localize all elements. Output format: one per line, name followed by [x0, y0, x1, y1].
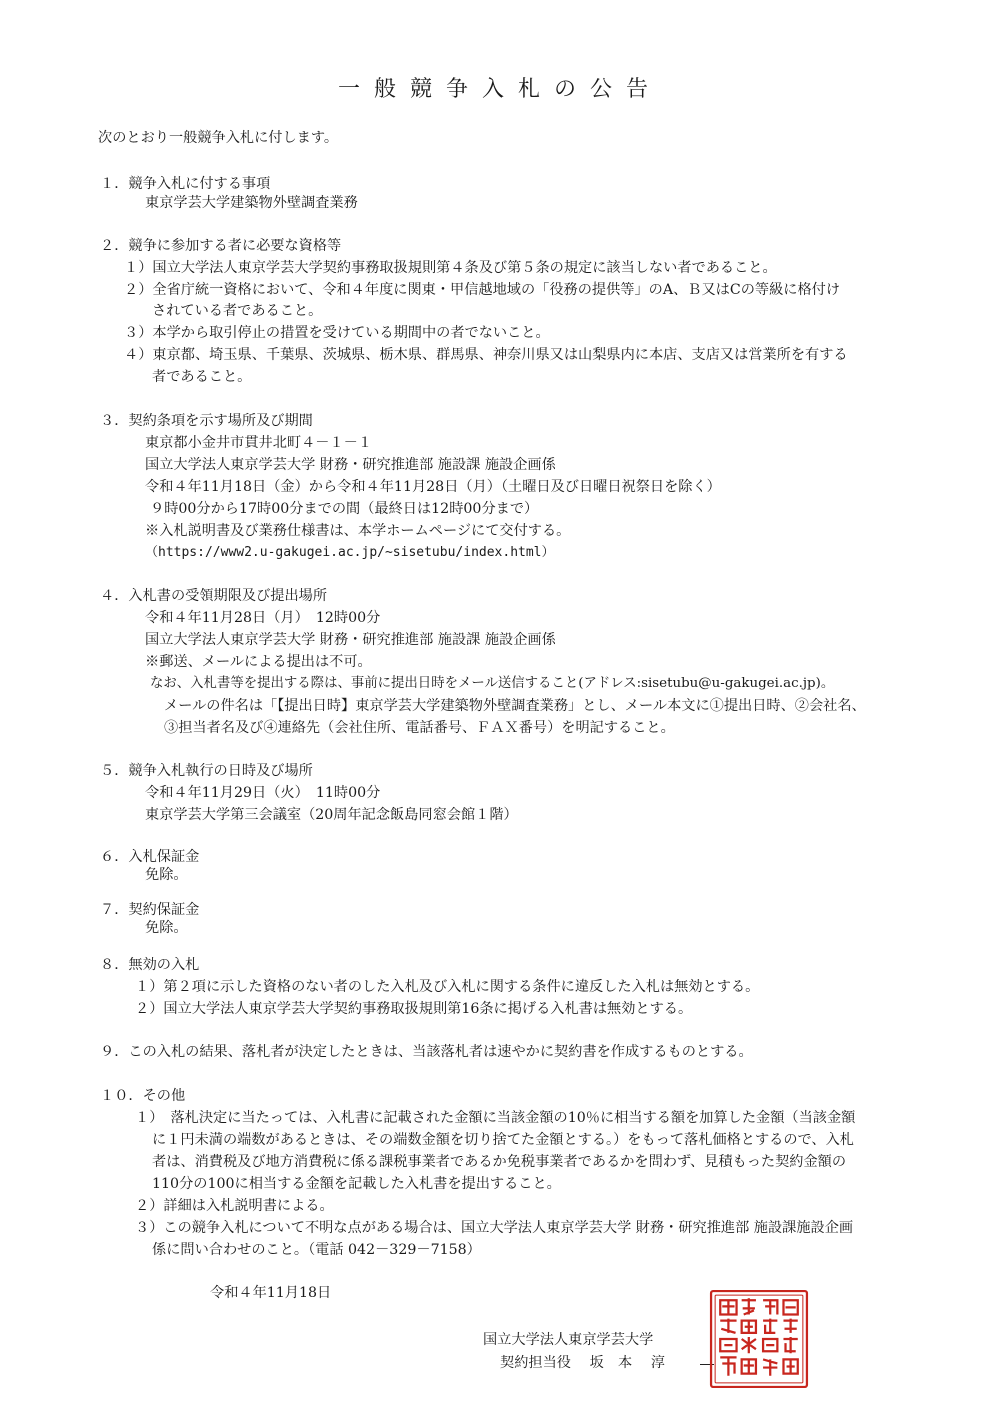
section-10-heading: １０．その他 [100, 1088, 186, 1104]
section-6-heading: ６．入札保証金 [100, 849, 200, 865]
section-10-item-3-cont: 係に問い合わせのこと。（電話 042－329－7158） [152, 1242, 481, 1258]
section-3-note: ※入札説明書及び業務仕様書は、本学ホームページにて交付する。 [145, 523, 571, 539]
section-3-hours: ９時00分から17時00分までの間（最終日は12時00分まで） [150, 501, 539, 517]
section-4-note-4: ③担当者名及び④連絡先（会社住所、電話番号、ＦＡＸ番号）を明記すること。 [164, 720, 675, 736]
section-10-item-2: ２）詳細は入札説明書による。 [135, 1198, 334, 1214]
section-7-body: 免除。 [145, 920, 188, 936]
section-3-url: （https://www2.u-gakugei.ac.jp/~sisetubu/index.html） [145, 545, 555, 560]
section-2-item-4: ４）東京都、埼玉県、千葉県、茨城県、栃木県、群馬県、神奈川県又は山梨県内に本店、支店又は営業所を有する [124, 347, 848, 363]
signer-name: 契約担当役 坂 本 淳 [500, 1355, 666, 1371]
section-4-heading: ４．入札書の受領期限及び提出場所 [100, 588, 328, 604]
section-6-body: 免除。 [145, 867, 188, 883]
section-2-item-2-cont: されている者であること。 [152, 303, 323, 319]
section-10-item-1: １） 落札決定に当たっては、入札書に記載された金額に当該金額の10％に相当する額を加算した金額（当該金額 [135, 1110, 856, 1126]
section-10-item-1-cont-2: 者は、消費税及び地方消費税に係る課税事業者であるか免税事業者であるかを問わず、見積もった契約金額の [152, 1154, 847, 1170]
section-8-heading: ８．無効の入札 [100, 957, 200, 973]
section-2-item-4-cont: 者であること。 [152, 369, 252, 385]
section-2-heading: ２．競争に参加する者に必要な資格等 [100, 238, 342, 254]
section-4-office: 国立大学法人東京学芸大学 財務・研究推進部 施設課 施設企画係 [145, 632, 556, 648]
section-1-heading: １．競争入札に付する事項 [100, 176, 271, 192]
section-4-note-1: ※郵送、メールによる提出は不可。 [145, 654, 372, 670]
section-3-period: 令和４年11月18日（金）から令和４年11月28日（月）（土曜日及び日曜日祝祭日を除く） [145, 479, 721, 495]
notice-date: 令和４年11月18日 [210, 1285, 332, 1301]
page-title: 一般競争入札の公告 [337, 77, 662, 102]
section-3-office: 国立大学法人東京学芸大学 財務・研究推進部 施設課 施設企画係 [145, 457, 556, 473]
section-2-item-1: １）国立大学法人東京学芸大学契約事務取扱規則第４条及び第５条の規定に該当しない者であること。 [124, 260, 777, 276]
section-1-body: 東京学芸大学建築物外壁調査業務 [145, 195, 358, 211]
section-10-item-1-cont-1: に１円未満の端数があるときは、その端数金額を切り捨てた金額とする。）をもって落札価格とするので、入札 [152, 1132, 854, 1148]
organization-name: 国立大学法人東京学芸大学 [483, 1332, 654, 1348]
section-3-address: 東京都小金井市貫井北町４－１－１ [145, 435, 373, 451]
official-seal-icon [708, 1288, 810, 1390]
section-7-heading: ７．契約保証金 [100, 902, 200, 918]
section-2-item-3: ３）本学から取引停止の措置を受けている期間中の者でないこと。 [124, 325, 550, 341]
section-9-text: ９．この入札の結果、落札者が決定したときは、当該落札者は速やかに契約書を作成するものとする。 [100, 1044, 753, 1060]
section-8-item-1: １）第２項に示した資格のない者のした入札及び入札に関する条件に違反した入札は無効とする。 [135, 979, 760, 995]
section-10-item-3: ３）この競争入札について不明な点がある場合は、国立大学法人東京学芸大学 財務・研究推進部 施設課施設企画 [135, 1220, 854, 1236]
section-3-heading: ３．契約条項を示す場所及び期間 [100, 413, 313, 429]
section-4-note-2: なお、入札書等を提出する際は、事前に提出日時をメール送信すること(アドレス:sisetubu@u-gakugei.ac.jp)。 [150, 676, 835, 691]
section-8-item-2: ２）国立大学法人東京学芸大学契約事務取扱規則第16条に掲げる入札書は無効とする。 [135, 1001, 693, 1017]
section-5-datetime: 令和４年11月29日（火） 11時00分 [145, 785, 381, 801]
section-4-deadline: 令和４年11月28日（月） 12時00分 [145, 610, 381, 626]
section-10-item-1-cont-3: 110分の100に相当する金額を記載した入札書を提出すること。 [152, 1176, 561, 1192]
section-2-item-2: ２）全省庁統一資格において、令和４年度に関東・甲信越地域の「役務の提供等」のA、Ｂ又はCの等級に格付け [124, 282, 841, 298]
section-5-place: 東京学芸大学第三会議室（20周年記念飯島同窓会館１階） [145, 807, 518, 823]
section-4-note-3: メールの件名は「【提出日時】東京学芸大学建築物外壁調査業務」とし、メール本文に①提出日時、②会社名、 [164, 698, 866, 714]
section-5-heading: ５．競争入札執行の日時及び場所 [100, 763, 313, 779]
intro-text: 次のとおり一般競争入札に付します。 [98, 130, 339, 146]
